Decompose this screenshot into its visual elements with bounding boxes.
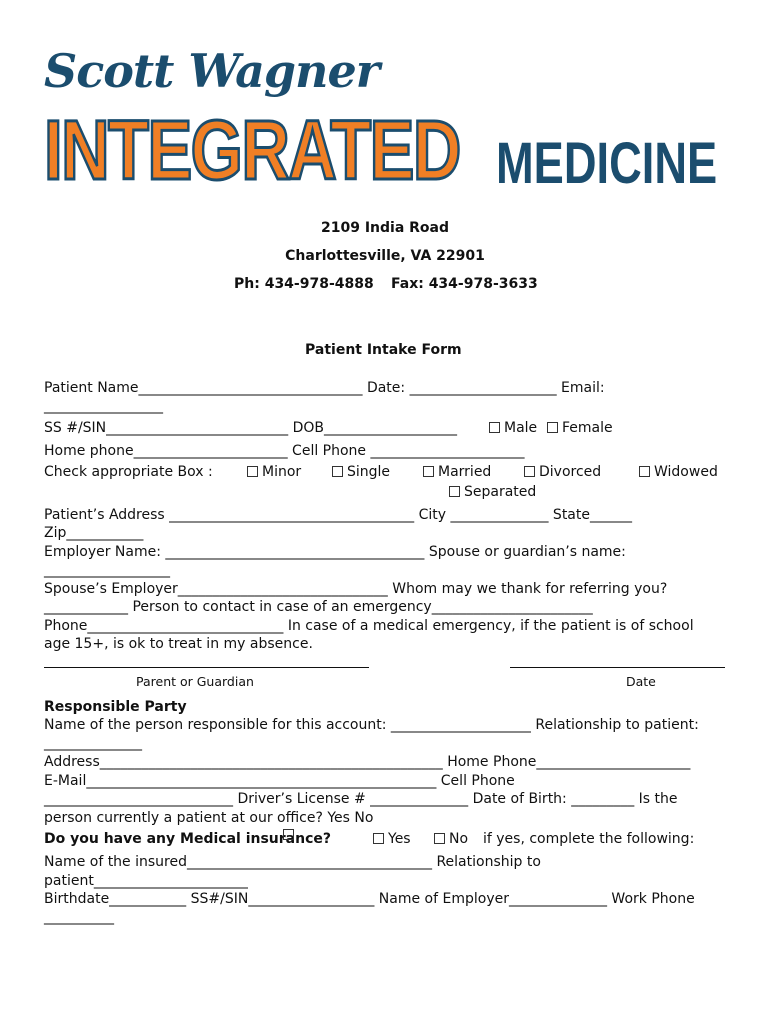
insurance-no-option[interactable] bbox=[434, 830, 468, 848]
date-signature-line[interactable] bbox=[510, 667, 725, 668]
separated-label: Separated bbox=[464, 484, 537, 500]
insured-relationship-line: patient______________________ bbox=[44, 873, 248, 889]
divorced-label: Divorced bbox=[539, 464, 602, 480]
male-label: Male bbox=[504, 420, 538, 436]
insurance-instruction: if yes, complete the following: bbox=[483, 831, 695, 847]
address-city: Charlottesville, VA 22901 bbox=[285, 248, 485, 264]
current-patient-line: person currently a patient at our office? Yes No bbox=[44, 810, 374, 826]
divorced-checkbox[interactable] bbox=[524, 466, 535, 477]
phone-line: Home phone______________________ Cell Phone ______________________ bbox=[44, 443, 525, 459]
relationship-continuation: ______________ bbox=[44, 735, 142, 751]
logo-medicine-text: MEDICINE bbox=[496, 131, 718, 196]
logo-script-text: Scott Wagner bbox=[44, 44, 379, 98]
email-continuation-line: _________________ bbox=[44, 398, 163, 414]
insurance-yes-option[interactable] bbox=[373, 830, 411, 848]
date-label: Date bbox=[626, 674, 656, 689]
work-phone-continuation: __________ bbox=[44, 909, 114, 925]
minor-checkbox[interactable] bbox=[247, 466, 258, 477]
parent-guardian-label: Parent or Guardian bbox=[136, 674, 254, 689]
single-option[interactable] bbox=[332, 463, 390, 481]
consent-line: age 15+, is ok to treat in my absence. bbox=[44, 636, 313, 652]
form-title: Patient Intake Form bbox=[305, 342, 462, 358]
address-line: Patient’s Address ___________________________________ City ______________ State______ bbox=[44, 507, 632, 523]
minor-option[interactable] bbox=[247, 463, 301, 481]
insurance-yes-checkbox[interactable] bbox=[373, 833, 384, 844]
rp-email-line: E-Mail__________________________________________________ Cell Phone bbox=[44, 773, 515, 789]
zip-line: Zip___________ bbox=[44, 525, 144, 541]
guardian-name-continuation: __________________ bbox=[44, 562, 170, 578]
address-phone: Ph: 434-978-4888 bbox=[234, 276, 374, 292]
emergency-contact-line: ____________ Person to contact in case of an emergency_______________________ bbox=[44, 599, 593, 615]
rp-address-line: Address_________________________________________________ Home Phone______________________ bbox=[44, 754, 691, 770]
emergency-phone-line: Phone____________________________ In case of a medical emergency, if the patient is of school bbox=[44, 618, 694, 634]
female-checkbox[interactable] bbox=[547, 422, 558, 433]
parent-signature-line[interactable] bbox=[44, 667, 369, 668]
logo-integrated-text: INTEGRATED bbox=[44, 103, 460, 197]
license-dob-line: ___________________________ Driver’s License # ______________ Date of Birth: _________ Is the bbox=[44, 791, 678, 807]
insured-name-line: Name of the insured___________________________________ Relationship to bbox=[44, 854, 541, 870]
widowed-option[interactable] bbox=[639, 463, 718, 481]
female-label: Female bbox=[562, 420, 613, 436]
separated-option[interactable] bbox=[449, 483, 536, 501]
married-label: Married bbox=[438, 464, 492, 480]
insured-details-line: Birthdate___________ SS#/SIN__________________ Name of Employer______________ Work Phone bbox=[44, 891, 695, 907]
responsible-party-heading: Responsible Party bbox=[44, 699, 187, 715]
address-fax: Fax: 434-978-3633 bbox=[391, 276, 538, 292]
female-option[interactable] bbox=[547, 419, 613, 437]
male-checkbox[interactable] bbox=[489, 422, 500, 433]
insurance-question: Do you have any Medical insurance? bbox=[44, 831, 331, 847]
insurance-inline-checkbox[interactable] bbox=[283, 829, 294, 840]
check-box-label: Check appropriate Box : bbox=[44, 464, 213, 480]
separated-checkbox[interactable] bbox=[449, 486, 460, 497]
address-street: 2109 India Road bbox=[320, 220, 450, 236]
widowed-label: Widowed bbox=[654, 464, 718, 480]
employer-line: Employer Name: _____________________________________ Spouse or guardian’s name: bbox=[44, 544, 626, 560]
insurance-yes-label: Yes bbox=[388, 831, 411, 847]
insurance-no-label: No bbox=[449, 831, 469, 847]
married-checkbox[interactable] bbox=[423, 466, 434, 477]
widowed-checkbox[interactable] bbox=[639, 466, 650, 477]
divorced-option[interactable] bbox=[524, 463, 601, 481]
minor-label: Minor bbox=[262, 464, 302, 480]
ssn-dob-line: SS #/SIN__________________________ DOB___________________ bbox=[44, 420, 458, 436]
single-label: Single bbox=[347, 464, 391, 480]
married-option[interactable] bbox=[423, 463, 491, 481]
insurance-no-checkbox[interactable] bbox=[434, 833, 445, 844]
spouse-employer-line: Spouse’s Employer______________________________ Whom may we thank for referring you? bbox=[44, 581, 668, 597]
responsible-person-line: Name of the person responsible for this account: ____________________ Relationship to patient: bbox=[44, 717, 699, 733]
patient-name-line: Patient Name________________________________ Date: _____________________ Email: bbox=[44, 380, 605, 396]
male-option[interactable] bbox=[489, 419, 537, 437]
single-checkbox[interactable] bbox=[332, 466, 343, 477]
